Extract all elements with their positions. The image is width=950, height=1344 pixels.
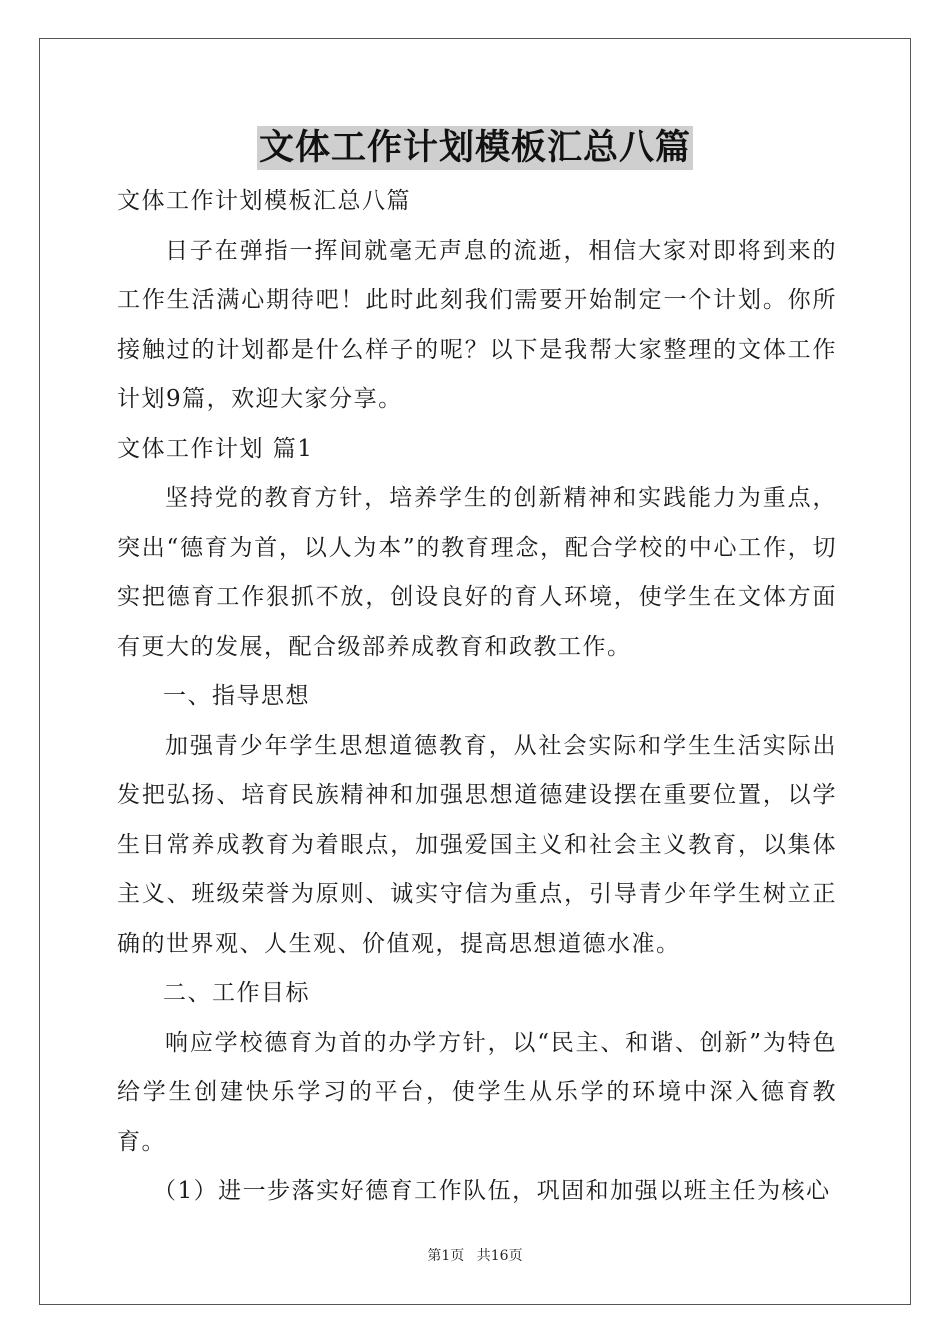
subtitle-paragraph: 文体工作计划模板汇总八篇	[117, 188, 411, 214]
intro-paragraph: 日子在弹指一挥间就毫无声息的流逝，相信大家对即将到来的工作生活满心期待吧！此时此刻我们需要开始制定一个计划。你所接触过的计划都是什么样子的呢？以下是我帮大家整理的文体工作计划9篇，欢迎大家分享。	[117, 237, 837, 412]
page-number: 第1页	[427, 1248, 465, 1264]
title-area	[0, 126, 950, 170]
subsection-heading: 二、工作目标	[163, 980, 310, 1006]
body-paragraph: 加强青少年学生思想道德教育，从社会实际和学生生活实际出发把弘扬、培育民族精神和加强思想道德建设摆在重要位置，以学生日常养成教育为着眼点，加强爱国主义和社会主义教育，以集体主义、班级荣誉为原则、诚实守信为重点，引导青少年学生树立正确的世界观、人生观、价值观，提高思想道德水准。	[117, 732, 837, 957]
page-footer	[0, 1245, 950, 1265]
page-total: 共16页	[476, 1248, 523, 1264]
list-item-paragraph: （1）进一步落实好德育工作队伍，巩固和加强以班主任为核心	[153, 1178, 831, 1204]
section-heading: 文体工作计划 篇1	[117, 435, 314, 462]
body-paragraph: 坚持党的教育方针，培养学生的创新精神和实践能力为重点，突出“德育为首，以人为本”的教育理念，配合学校的中心工作，切实把德育工作狠抓不放，创设良好的育人环境，使学生在文体方面有更大的发展，配合级部养成教育和政教工作。	[117, 485, 837, 660]
document-body	[117, 177, 837, 1217]
body-paragraph: 响应学校德育为首的办学方针，以“民主、和谐、创新”为特色给学生创建快乐学习的平台，使学生从乐学的环境中深入德育教育。	[117, 1029, 837, 1155]
subsection-heading: 一、指导思想	[163, 683, 310, 709]
document-title: 文体工作计划模板汇总八篇	[258, 127, 691, 168]
